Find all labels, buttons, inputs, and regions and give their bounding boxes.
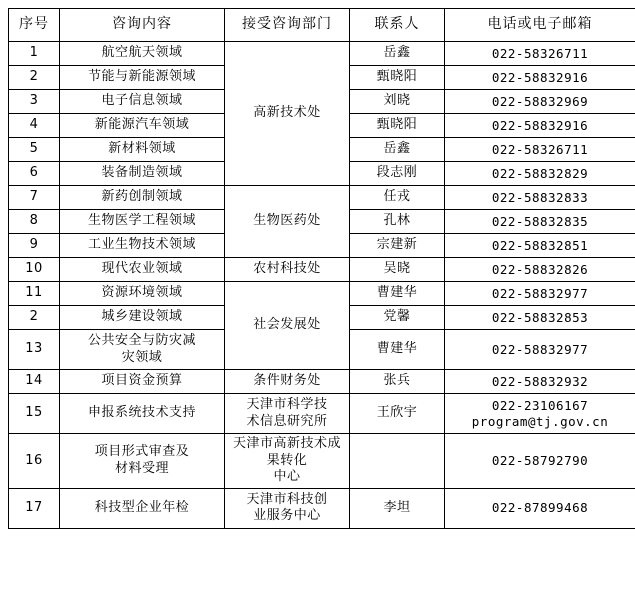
cell-topic-line: 申报系统技术支持: [87, 405, 196, 421]
table-row: [9, 370, 635, 394]
table-row: [9, 42, 635, 66]
cell-index: 14: [9, 370, 60, 394]
cell-contact: 022-58792790: [445, 434, 635, 489]
cell-contact: 022-58832851: [445, 234, 635, 258]
cell-contact: 022-58832977: [445, 330, 635, 370]
cell-index: 11: [9, 282, 60, 306]
table-row: [9, 282, 635, 306]
cell-department: 社会发展处: [225, 282, 350, 370]
cell-department: 生物医药处: [225, 186, 350, 258]
consultation-contact-table: [8, 8, 635, 529]
cell-index: 4: [9, 114, 60, 138]
cell-contact: 022-58832829: [445, 162, 635, 186]
cell-person: 曹建华: [350, 330, 445, 370]
cell-department-line: 天津市高新技术成果转化: [232, 436, 341, 468]
cell-contact: 022-58832853: [445, 306, 635, 330]
cell-topic: 新能源汽车领域: [60, 114, 225, 138]
cell-contact: 022-58832916: [445, 66, 635, 90]
cell-index: 8: [9, 210, 60, 234]
cell-person: 吴晓: [350, 258, 445, 282]
cell-contact-email: program@tj.gov.cn: [471, 413, 609, 429]
cell-department-line: 业服务中心: [253, 508, 321, 524]
cell-contact: 022-58326711: [445, 138, 635, 162]
cell-topic-line: 公共安全与防灾减: [87, 332, 196, 348]
cell-person: 宗建新: [350, 234, 445, 258]
cell-topic: 电子信息领域: [60, 90, 225, 114]
cell-index: 10: [9, 258, 60, 282]
cell-person: 张兵: [350, 370, 445, 394]
cell-index: 2: [9, 306, 60, 330]
cell-person: 党馨: [350, 306, 445, 330]
table-row: [9, 186, 635, 210]
cell-index: 15: [9, 394, 60, 434]
table-row: [9, 434, 635, 489]
cell-person: 岳鑫: [350, 138, 445, 162]
cell-topic: [60, 394, 225, 434]
header-index: 序号: [9, 9, 60, 42]
cell-person: 李坦: [350, 488, 445, 528]
cell-index: 17: [9, 488, 60, 528]
cell-index: 5: [9, 138, 60, 162]
cell-contact: 022-58832969: [445, 90, 635, 114]
cell-topic: [60, 330, 225, 370]
cell-department: 高新技术处: [225, 42, 350, 186]
cell-index: 1: [9, 42, 60, 66]
cell-topic: 项目资金预算: [60, 370, 225, 394]
cell-person: 孔林: [350, 210, 445, 234]
header-contact: 电话或电子邮箱: [445, 9, 635, 42]
cell-department-line: 天津市科学技: [246, 396, 328, 412]
cell-department-line: 术信息研究所: [246, 413, 328, 429]
cell-person: 甄晓阳: [350, 66, 445, 90]
cell-department-line: 天津市科技创: [246, 491, 328, 507]
cell-person: 任戎: [350, 186, 445, 210]
cell-topic: 新药创制领域: [60, 186, 225, 210]
cell-topic-line: 材料受理: [114, 460, 169, 476]
cell-person: 甄晓阳: [350, 114, 445, 138]
cell-topic: 工业生物技术领域: [60, 234, 225, 258]
cell-topic: 现代农业领域: [60, 258, 225, 282]
table-body: [9, 42, 635, 529]
header-person: 联系人: [350, 9, 445, 42]
cell-topic: 城乡建设领域: [60, 306, 225, 330]
table-header: [9, 9, 635, 42]
cell-contact: 022-58832932: [445, 370, 635, 394]
cell-contact: 022-58832916: [445, 114, 635, 138]
cell-contact-phone: 022-23106167: [491, 397, 589, 413]
cell-topic: 生物医学工程领域: [60, 210, 225, 234]
cell-person: 刘晓: [350, 90, 445, 114]
table-header-row: [9, 9, 635, 42]
cell-topic: 装备制造领域: [60, 162, 225, 186]
cell-department: 条件财务处: [225, 370, 350, 394]
cell-topic: 航空航天领域: [60, 42, 225, 66]
header-department: 接受咨询部门: [225, 9, 350, 42]
cell-person: 曹建华: [350, 282, 445, 306]
cell-index: 16: [9, 434, 60, 489]
cell-department: 农村科技处: [225, 258, 350, 282]
table-row: [9, 488, 635, 528]
cell-index: 2: [9, 66, 60, 90]
cell-topic: 新材料领域: [60, 138, 225, 162]
cell-topic: [60, 434, 225, 489]
cell-contact: 022-58326711: [445, 42, 635, 66]
cell-contact: 022-58832826: [445, 258, 635, 282]
cell-department: [225, 434, 350, 489]
cell-index: 13: [9, 330, 60, 370]
cell-contact: 022-87899468: [445, 488, 635, 528]
cell-index: 3: [9, 90, 60, 114]
cell-index: 7: [9, 186, 60, 210]
cell-contact: 022-58832977: [445, 282, 635, 306]
table-row: [9, 394, 635, 434]
cell-department-line: 中心: [273, 469, 301, 485]
cell-index: 6: [9, 162, 60, 186]
cell-topic: 资源环境领域: [60, 282, 225, 306]
cell-department: [225, 488, 350, 528]
header-topic: 咨询内容: [60, 9, 225, 42]
cell-contact: 022-58832835: [445, 210, 635, 234]
table-row: [9, 258, 635, 282]
cell-index: 9: [9, 234, 60, 258]
cell-topic: 节能与新能源领域: [60, 66, 225, 90]
cell-topic: 科技型企业年检: [60, 488, 225, 528]
cell-department: [225, 394, 350, 434]
cell-person: [350, 434, 445, 489]
cell-contact: 022-58832833: [445, 186, 635, 210]
cell-contact: [445, 394, 635, 434]
cell-person: 段志刚: [350, 162, 445, 186]
cell-person: 岳鑫: [350, 42, 445, 66]
cell-topic-line: 项目形式审查及: [94, 444, 190, 460]
cell-person: 王欣宇: [350, 394, 445, 434]
cell-topic-line: 灾领域: [121, 349, 163, 365]
